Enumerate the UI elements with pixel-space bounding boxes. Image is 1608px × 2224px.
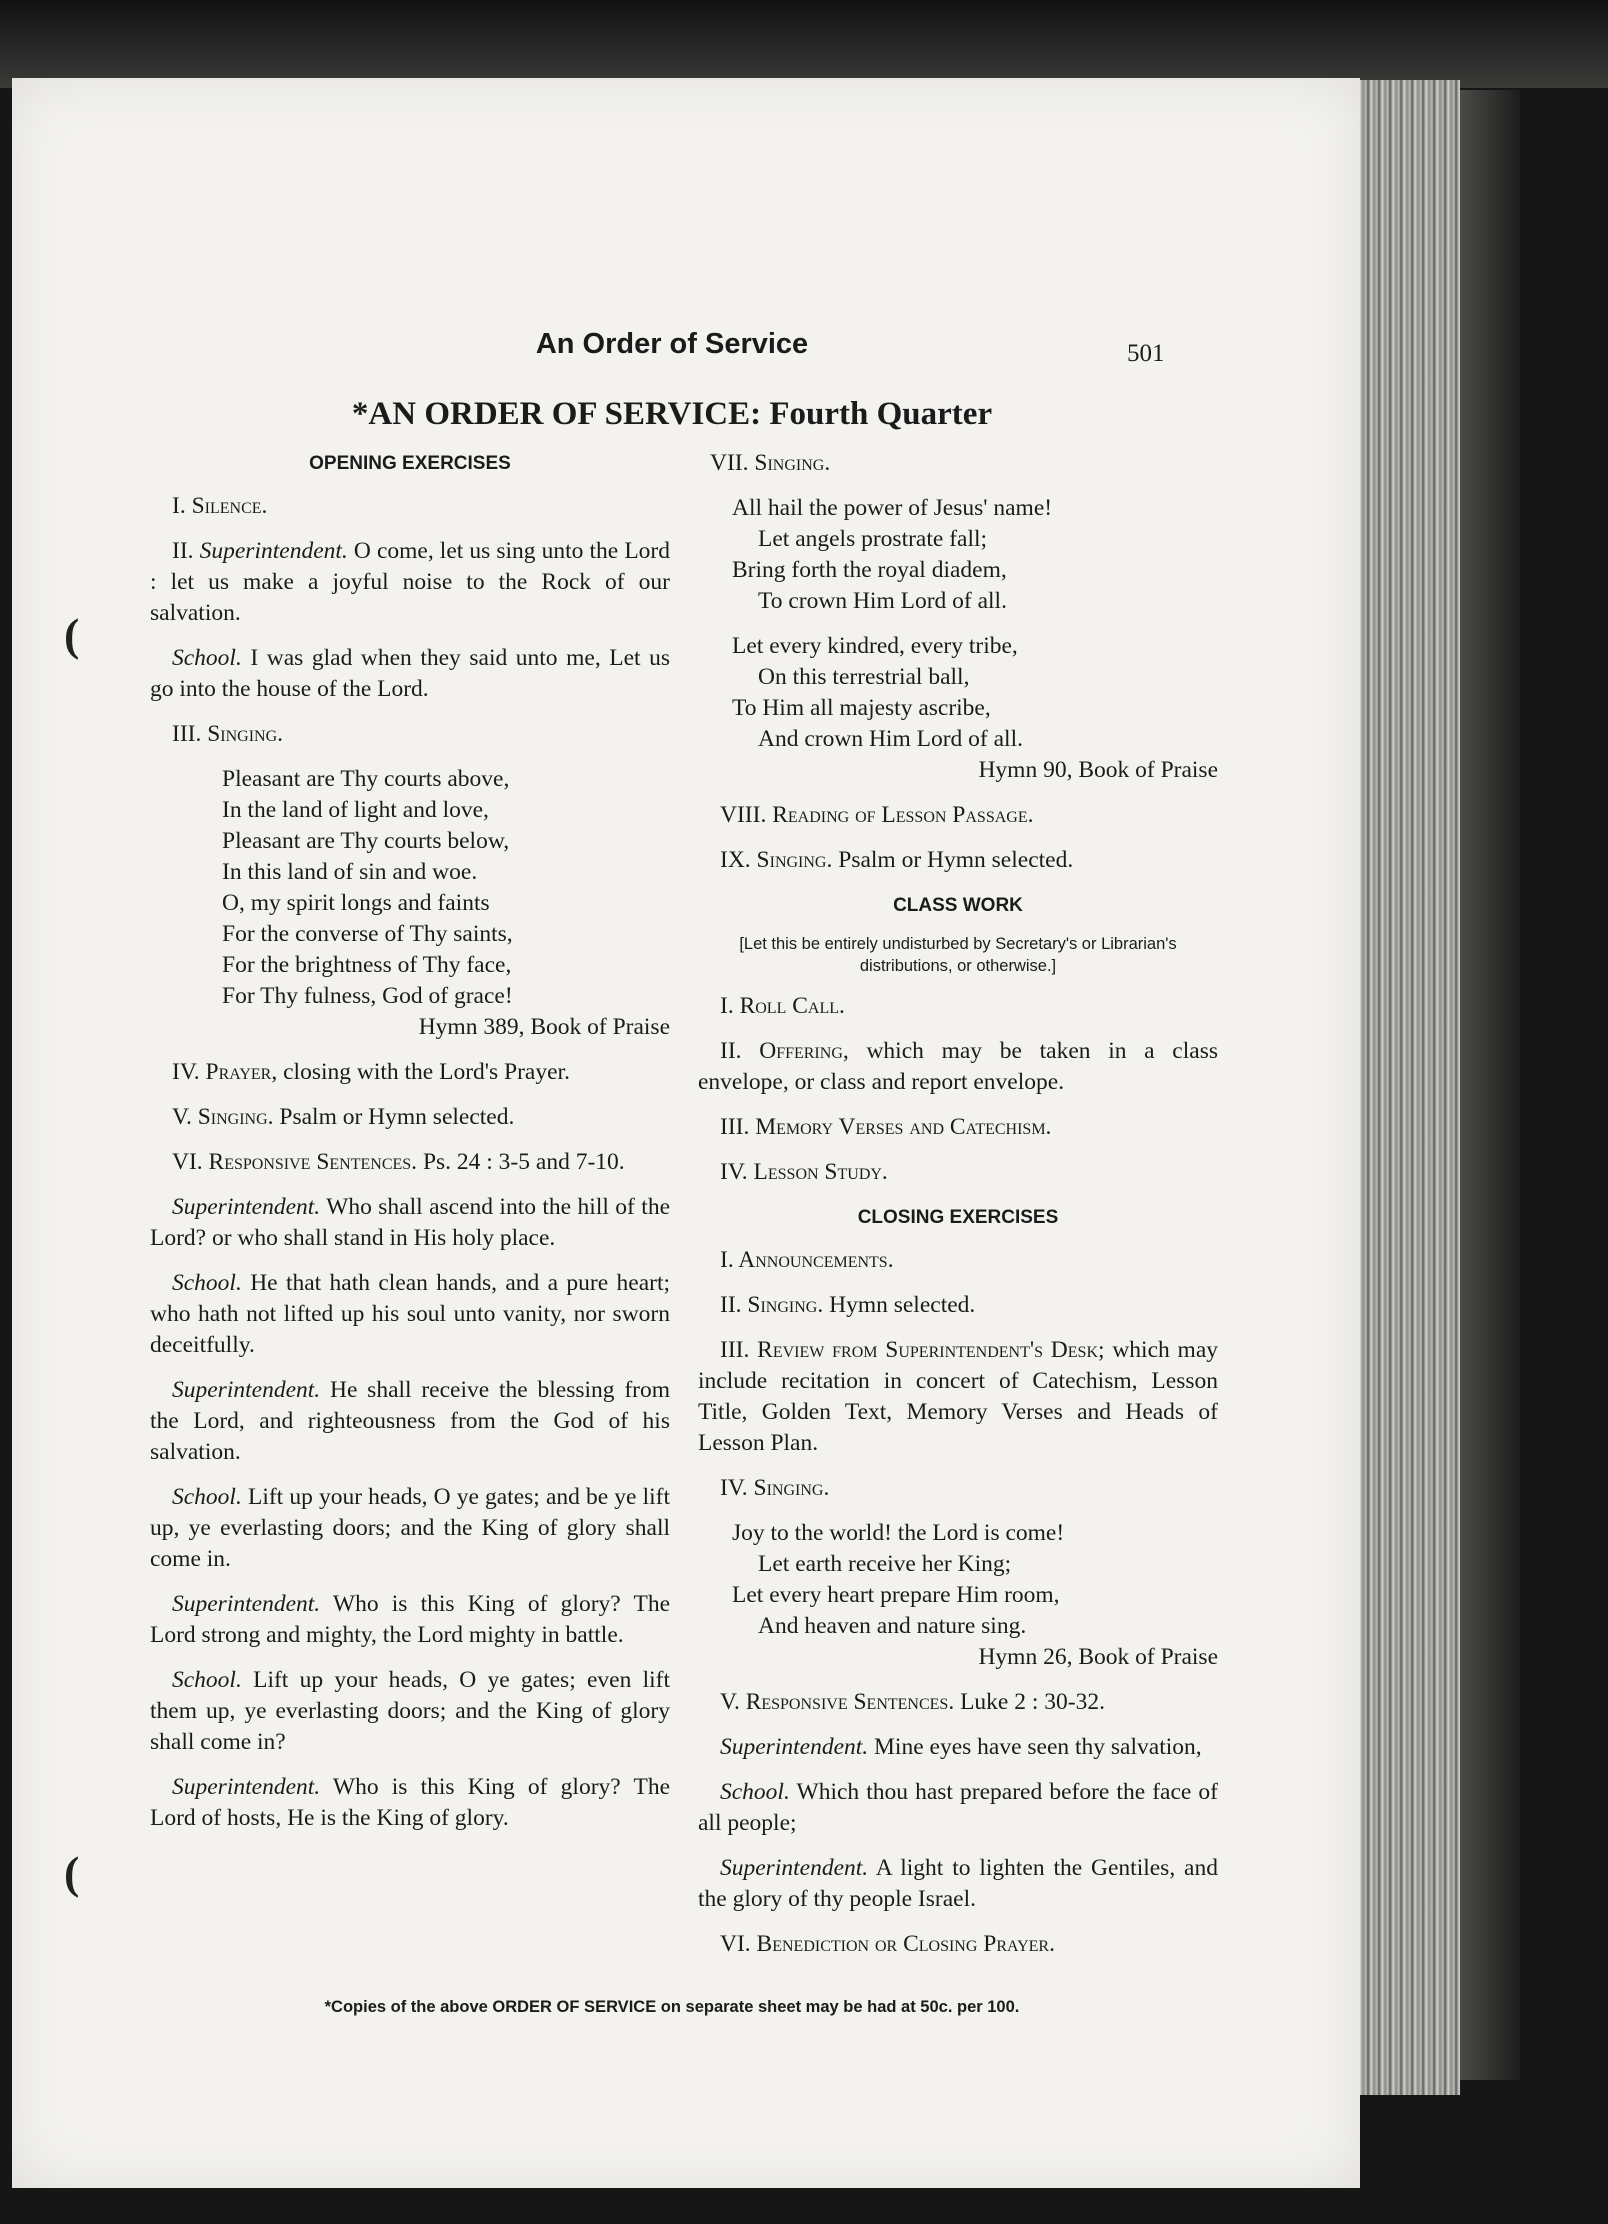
verse-line: O, my spirit longs and faints	[222, 890, 490, 916]
section-heading-closing: CLOSING EXERCISES	[857, 1207, 1059, 1228]
role-label: Superintendent.	[172, 1591, 321, 1617]
item-label: IX. Singing.	[720, 847, 833, 873]
responsive-line	[698, 1777, 1218, 1839]
item-text: Who is this King of glory? The Lord strong and mighty, the Lord mighty in battle.	[150, 1591, 671, 1648]
verse-line: And crown Him Lord of all.	[758, 726, 1023, 752]
item-reading-8: VIII. Reading of Lesson Passage.	[720, 802, 1034, 828]
item-label: II. Offering,	[720, 1038, 849, 1064]
role-label: Superintendent.	[172, 1194, 321, 1220]
item-offering	[698, 1036, 1218, 1098]
role-label: School.	[172, 645, 242, 671]
responsive-line	[150, 1589, 670, 1651]
verse-line: Pleasant are Thy courts above,	[222, 766, 510, 792]
item-text: Mine eyes have seen thy salvation,	[874, 1734, 1202, 1760]
responsive-line	[150, 1482, 670, 1575]
page-title: *AN ORDER OF SERVICE: Fourth Quarter	[351, 396, 993, 432]
verse-line: To crown Him Lord of all.	[758, 588, 1007, 614]
responsive-line	[698, 1732, 1218, 1763]
responsive-line	[698, 1853, 1218, 1915]
responsive-line	[150, 1268, 670, 1361]
verse-line: All hail the power of Jesus' name!	[732, 495, 1053, 521]
role-label: School.	[172, 1484, 242, 1510]
role-label: Superintendent.	[172, 1377, 321, 1403]
book-page-edges	[1360, 80, 1460, 2095]
verse-line: In this land of sin and woe.	[222, 859, 478, 885]
hymn-26-verse	[698, 1518, 1218, 1673]
item-label: IV. Prayer,	[172, 1059, 278, 1085]
item-prayer	[150, 1057, 670, 1088]
book-page	[12, 78, 1360, 2188]
responsive-line	[150, 1192, 670, 1254]
item-responsive-sentences	[150, 1147, 670, 1178]
item-text: Who shall ascend into the hill of the Lord? or who shall stand in His holy place.	[150, 1194, 670, 1251]
item-text: Ps. 24 : 3-5 and 7-10.	[422, 1149, 625, 1175]
item-text: He shall receive the blessing from the Lord, and righteousness from the God of his salvation.	[150, 1377, 671, 1465]
role-label: School.	[720, 1779, 790, 1805]
verse-line: For Thy fulness, God of grace!	[222, 983, 513, 1009]
hymn-90-verse	[698, 631, 1218, 786]
right-column	[698, 448, 1218, 1974]
footnote: *Copies of the above ORDER OF SERVICE on separate sheet may be had at 50c. per 100.	[324, 1998, 1020, 2016]
item-text: Lift up your heads, O ye gates; even lift them up, ye everlasting doors; and the King of glory shall come in?	[150, 1667, 671, 1755]
role-label: School.	[172, 1270, 242, 1296]
item-text: Psalm or Hymn selected.	[279, 1104, 515, 1130]
item-text: Luke 2 : 30-32.	[960, 1689, 1105, 1715]
verse-line: Let every heart prepare Him room,	[732, 1582, 1060, 1608]
margin-bracket-mark: (	[64, 1847, 80, 1898]
responsive-line	[150, 1375, 670, 1468]
item-number: II.	[172, 538, 194, 564]
verse-line: For the converse of Thy saints,	[222, 921, 513, 947]
role-label: Superintendent.	[720, 1855, 869, 1881]
item-text: He that hath clean hands, and a pure heart; who hath not lifted up his soul unto vanity, nor sworn deceitfully.	[150, 1270, 671, 1358]
item-school-response	[150, 643, 670, 705]
item-text: Which thou hast prepared before the face of all people;	[698, 1779, 1218, 1836]
section-heading-opening: OPENING EXERCISES	[309, 453, 511, 474]
item-text: which may include recitation in concert of Catechism, Lesson Title, Golden Text, Memory Verses and Heads of Lesson Plan.	[698, 1337, 1219, 1456]
item-silence: I. Silence.	[172, 493, 268, 519]
item-text: which may be taken in a class envelope, or class and report envelope.	[698, 1038, 1218, 1095]
hymn-90-verse	[698, 493, 1218, 617]
verse-line: Bring forth the royal diadem,	[732, 557, 1007, 583]
item-text: closing with the Lord's Prayer.	[283, 1059, 570, 1085]
verse-line: Joy to the world! the Lord is come!	[732, 1520, 1065, 1546]
item-singing-3: III. Singing.	[172, 721, 284, 747]
item-text: Psalm or Hymn selected.	[838, 847, 1074, 873]
class-work-note: [Let this be entirely undisturbed by Secretary's or Librarian's distributions, or otherwise.]	[739, 935, 1177, 975]
verse-line: And heaven and nature sing.	[758, 1613, 1027, 1639]
item-label: III. Review from Superintendent's Desk;	[720, 1337, 1105, 1363]
running-head: An Order of Service	[535, 328, 809, 360]
verse-line: Let every kindred, every tribe,	[732, 633, 1018, 659]
responsive-line	[150, 1772, 670, 1834]
page-number: 501	[1127, 340, 1165, 367]
item-text: Lift up your heads, O ye gates; and be ye lift up, ye everlasting doors; and the King of glory shall come in.	[150, 1484, 670, 1572]
item-announcements: I. Announcements.	[720, 1247, 894, 1273]
item-memory-verses: III. Memory Verses and Catechism.	[720, 1114, 1052, 1140]
book-spine-shadow	[1460, 90, 1520, 2080]
item-label: V. Responsive Sentences.	[720, 1689, 955, 1715]
verse-line: Pleasant are Thy courts below,	[222, 828, 510, 854]
role-label: School.	[172, 1667, 242, 1693]
item-singing-closing-4: IV. Singing.	[720, 1475, 830, 1501]
item-text: Who is this King of glory? The Lord of hosts, He is the King of glory.	[150, 1774, 671, 1831]
item-text: O come, let us sing unto the Lord : let us make a joyful noise to the Rock of our salvation.	[150, 538, 670, 626]
section-heading-class-work: CLASS WORK	[893, 895, 1023, 916]
role-label: Superintendent.	[199, 538, 348, 564]
item-label: II. Singing.	[720, 1292, 824, 1318]
verse-line: Let angels prostrate fall;	[758, 526, 988, 552]
responsive-line	[150, 1665, 670, 1758]
scan-background-top	[0, 0, 1608, 88]
item-label: V. Singing.	[172, 1104, 274, 1130]
verse-line: To Him all majesty ascribe,	[732, 695, 991, 721]
item-text: I was glad when they said unto me, Let us go into the house of the Lord.	[150, 645, 671, 702]
hymn-389-verse	[150, 764, 670, 1043]
verse-line: On this terrestrial ball,	[758, 664, 970, 690]
item-superintendent-call	[150, 536, 670, 629]
hymn-reference: Hymn 90, Book of Praise	[978, 757, 1218, 783]
item-singing-7: VII. Singing.	[710, 450, 831, 476]
item-benediction: VI. Benediction or Closing Prayer.	[720, 1931, 1055, 1957]
item-singing-5	[150, 1102, 670, 1133]
margin-bracket-mark: (	[64, 609, 80, 660]
verse-line: Let earth receive her King;	[758, 1551, 1012, 1577]
item-roll-call: I. Roll Call.	[720, 993, 845, 1019]
verse-line: For the brightness of Thy face,	[222, 952, 512, 978]
verse-line: In the land of light and love,	[222, 797, 489, 823]
item-label: VI. Responsive Sentences.	[172, 1149, 418, 1175]
item-text: A light to lighten the Gentiles, and the glory of thy people Israel.	[698, 1855, 1218, 1912]
item-text: Hymn selected.	[829, 1292, 976, 1318]
item-singing-9	[698, 845, 1218, 876]
hymn-reference: Hymn 26, Book of Praise	[978, 1644, 1218, 1670]
item-singing-closing	[698, 1290, 1218, 1321]
hymn-reference: Hymn 389, Book of Praise	[418, 1014, 670, 1040]
role-label: Superintendent.	[172, 1774, 321, 1800]
item-lesson-study: IV. Lesson Study.	[720, 1159, 888, 1185]
role-label: Superintendent.	[720, 1734, 869, 1760]
left-column	[150, 448, 670, 1848]
item-responsive-closing	[698, 1687, 1218, 1718]
item-review	[698, 1335, 1218, 1459]
